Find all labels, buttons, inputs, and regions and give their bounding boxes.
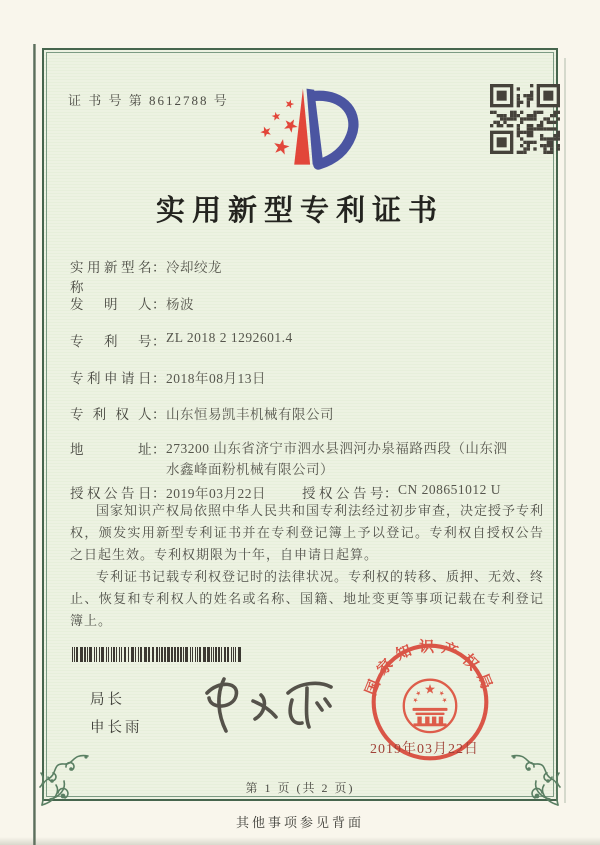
certificate-title: 实用新型专利证书: [155, 195, 444, 227]
field-value: 山东恒易凯丰机械有限公司: [166, 407, 334, 422]
footer-note: 其他事项参见背面: [235, 815, 364, 830]
field-colon: ：: [152, 486, 166, 501]
grant-no-pair: [302, 482, 501, 502]
qr-code-icon: [490, 84, 560, 154]
field-colon: ：: [152, 334, 166, 349]
field-value: 2018年08月13日: [166, 371, 266, 386]
floral-corner-ornament-icon: [502, 747, 564, 809]
page-number: 第 1 页 (共 2 页): [245, 781, 355, 795]
field-colon: ：: [384, 486, 398, 501]
field-label: 专利申请日: [70, 371, 152, 386]
grant-date: 2019年03月22日: [166, 486, 266, 501]
field-row-patent-no: [70, 330, 293, 350]
address-line-2: 水鑫峰面粉机械有限公司）: [166, 462, 334, 477]
grant-number: CN 208651012 U: [398, 482, 502, 497]
field-value-address: [166, 438, 507, 480]
field-row-inventor: [70, 293, 194, 313]
scan-bottom-shadow: [0, 837, 600, 845]
seal-text: 国家知识产权局: [363, 639, 497, 698]
field-row-filing-date: [70, 367, 266, 387]
shen-changyu-signature-icon: [194, 665, 344, 745]
field-value: ZL 2018 2 1292601.4: [166, 330, 293, 345]
legal-paragraph-2: 专利证书记载专利权登记时的法律状况。专利权的转移、质押、无效、终止、恢复和专利权人的姓名或名称、国籍、地址变更等事项记载在专利登记簿上。: [70, 569, 545, 628]
field-row-address: [70, 438, 507, 480]
field-row-grant: [70, 482, 501, 502]
field-value: 杨波: [166, 297, 194, 312]
certificate-frame: [42, 48, 558, 801]
certificate-number: 证 书 号 第 8612788 号: [68, 93, 229, 108]
scan-right-edge-shadow: [564, 58, 566, 803]
floral-corner-ornament-icon: [36, 747, 98, 809]
field-row-patentee: [70, 403, 334, 423]
field-label: 授权公告号: [302, 486, 384, 501]
signer-block: [90, 686, 143, 742]
field-colon: ：: [152, 442, 166, 457]
field-label: 专利权人: [70, 407, 152, 422]
scan-left-edge-shadow: [33, 44, 36, 845]
field-colon: ：: [152, 371, 166, 386]
national-emblem-icon: [404, 680, 456, 732]
field-colon: ：: [152, 260, 166, 275]
legal-text: [70, 500, 544, 632]
field-row-name: [70, 256, 222, 296]
field-label: 发明人: [70, 297, 152, 312]
field-colon: ：: [152, 407, 166, 422]
field-value: 冷却绞龙: [166, 260, 222, 275]
field-colon: ：: [152, 297, 166, 312]
seal-date: 2019年03月22日: [370, 742, 479, 757]
barcode-icon: [72, 647, 242, 662]
field-label: 授权公告日: [70, 486, 152, 501]
cnipa-patent-logo-icon: [244, 62, 368, 180]
field-label: 地址: [70, 442, 152, 457]
field-label: 实用新型名称: [70, 260, 152, 295]
signer-title: 局长: [90, 692, 125, 708]
signer-name: 申长雨: [90, 720, 143, 736]
address-line-1: 273200 山东省济宁市泗水县泗河办泉福路西段（山东泗: [166, 441, 508, 456]
field-label: 专利号: [70, 334, 152, 349]
legal-paragraph-1: 国家知识产权局依照中华人民共和国专利法经过初步审查，决定授予专利权，颁发实用新型专利证书并在专利登记簿上予以登记。专利权自授权公告之日起生效。专利权期限为十年，自申请日起算。: [70, 503, 545, 562]
